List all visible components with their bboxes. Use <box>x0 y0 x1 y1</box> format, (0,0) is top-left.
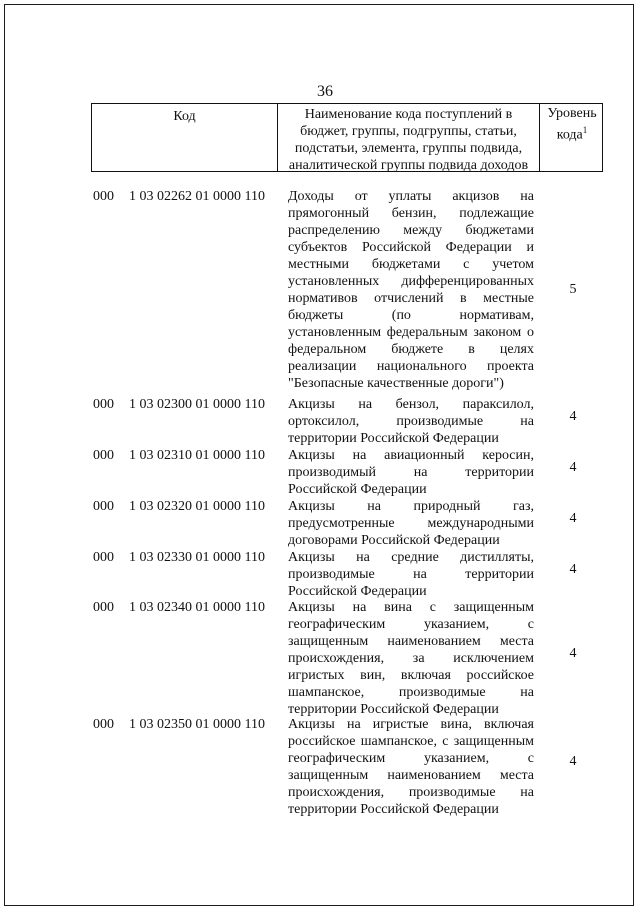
admin-code: 000 <box>93 717 114 732</box>
level-value: 4 <box>569 754 577 769</box>
header-code: Код <box>92 104 278 171</box>
table-header <box>91 103 603 172</box>
header-level <box>540 104 604 171</box>
admin-code: 000 <box>93 448 114 463</box>
row-description: Акцизы на авиационный керосин, производимый на территории Российской Федерации <box>288 448 534 497</box>
row-description: Акцизы на игристые вина, включая российское шампанское, с защищенным географическим указанием, с защищенным наименованием места происхождения, производимые на территории Российской Федерации <box>288 717 534 817</box>
level-value: 4 <box>569 409 577 424</box>
budget-code: 1 03 02330 01 0000 110 <box>129 550 265 565</box>
level-value: 4 <box>569 562 577 577</box>
level-value: 4 <box>569 511 577 526</box>
level-value: 4 <box>569 646 577 661</box>
row-description: Акцизы на средние дистилляты, производимые на территории Российской Федерации <box>288 550 534 599</box>
budget-code: 1 03 02320 01 0000 110 <box>129 499 265 514</box>
budget-code: 1 03 02300 01 0000 110 <box>129 397 265 412</box>
budget-code: 1 03 02350 01 0000 110 <box>129 717 265 732</box>
budget-code: 1 03 02340 01 0000 110 <box>129 600 265 615</box>
row-description: Акцизы на вина с защищенным географическим указанием, с защищенным наименованием места происхождения, за исключением игристых вин, включая российское шампанское, производимые на территории Российской Федерации <box>288 600 534 717</box>
admin-code: 000 <box>93 499 114 514</box>
budget-code: 1 03 02310 01 0000 110 <box>129 448 265 463</box>
level-value: 5 <box>569 282 577 297</box>
level-value: 4 <box>569 460 577 475</box>
row-description: Доходы от уплаты акцизов на прямогонный бензин, подлежащие распределению между бюджетами субъектов Российской Федерации и местными бюджетами с учетом установленных дифференцированных нормативов отчислений в местные бюджеты (по нормативам, установленным федеральным законом о федеральном бюджете в целях реализации национального проекта "Безопасные качественные дороги") <box>288 189 534 391</box>
header-level-label: Уровень кода <box>547 106 597 143</box>
header-name: Наименование кода поступлений в бюджет, группы, подгруппы, статьи, подстатьи, элемента, группы подвида, аналитической группы подвида доходов <box>278 104 540 171</box>
page-number: 36 <box>317 83 333 100</box>
row-description: Акцизы на природный газ, предусмотренные международными договорами Российской Федерации <box>288 499 534 548</box>
budget-code: 1 03 02262 01 0000 110 <box>129 189 265 204</box>
admin-code: 000 <box>93 550 114 565</box>
admin-code: 000 <box>93 397 114 412</box>
row-description: Акцизы на бензол, параксилол, ортоксилол, производимые на территории Российской Федерации <box>288 397 534 446</box>
admin-code: 000 <box>93 600 114 615</box>
document-page <box>4 4 634 906</box>
admin-code: 000 <box>93 189 114 204</box>
header-level-footnote: 1 <box>582 125 588 135</box>
